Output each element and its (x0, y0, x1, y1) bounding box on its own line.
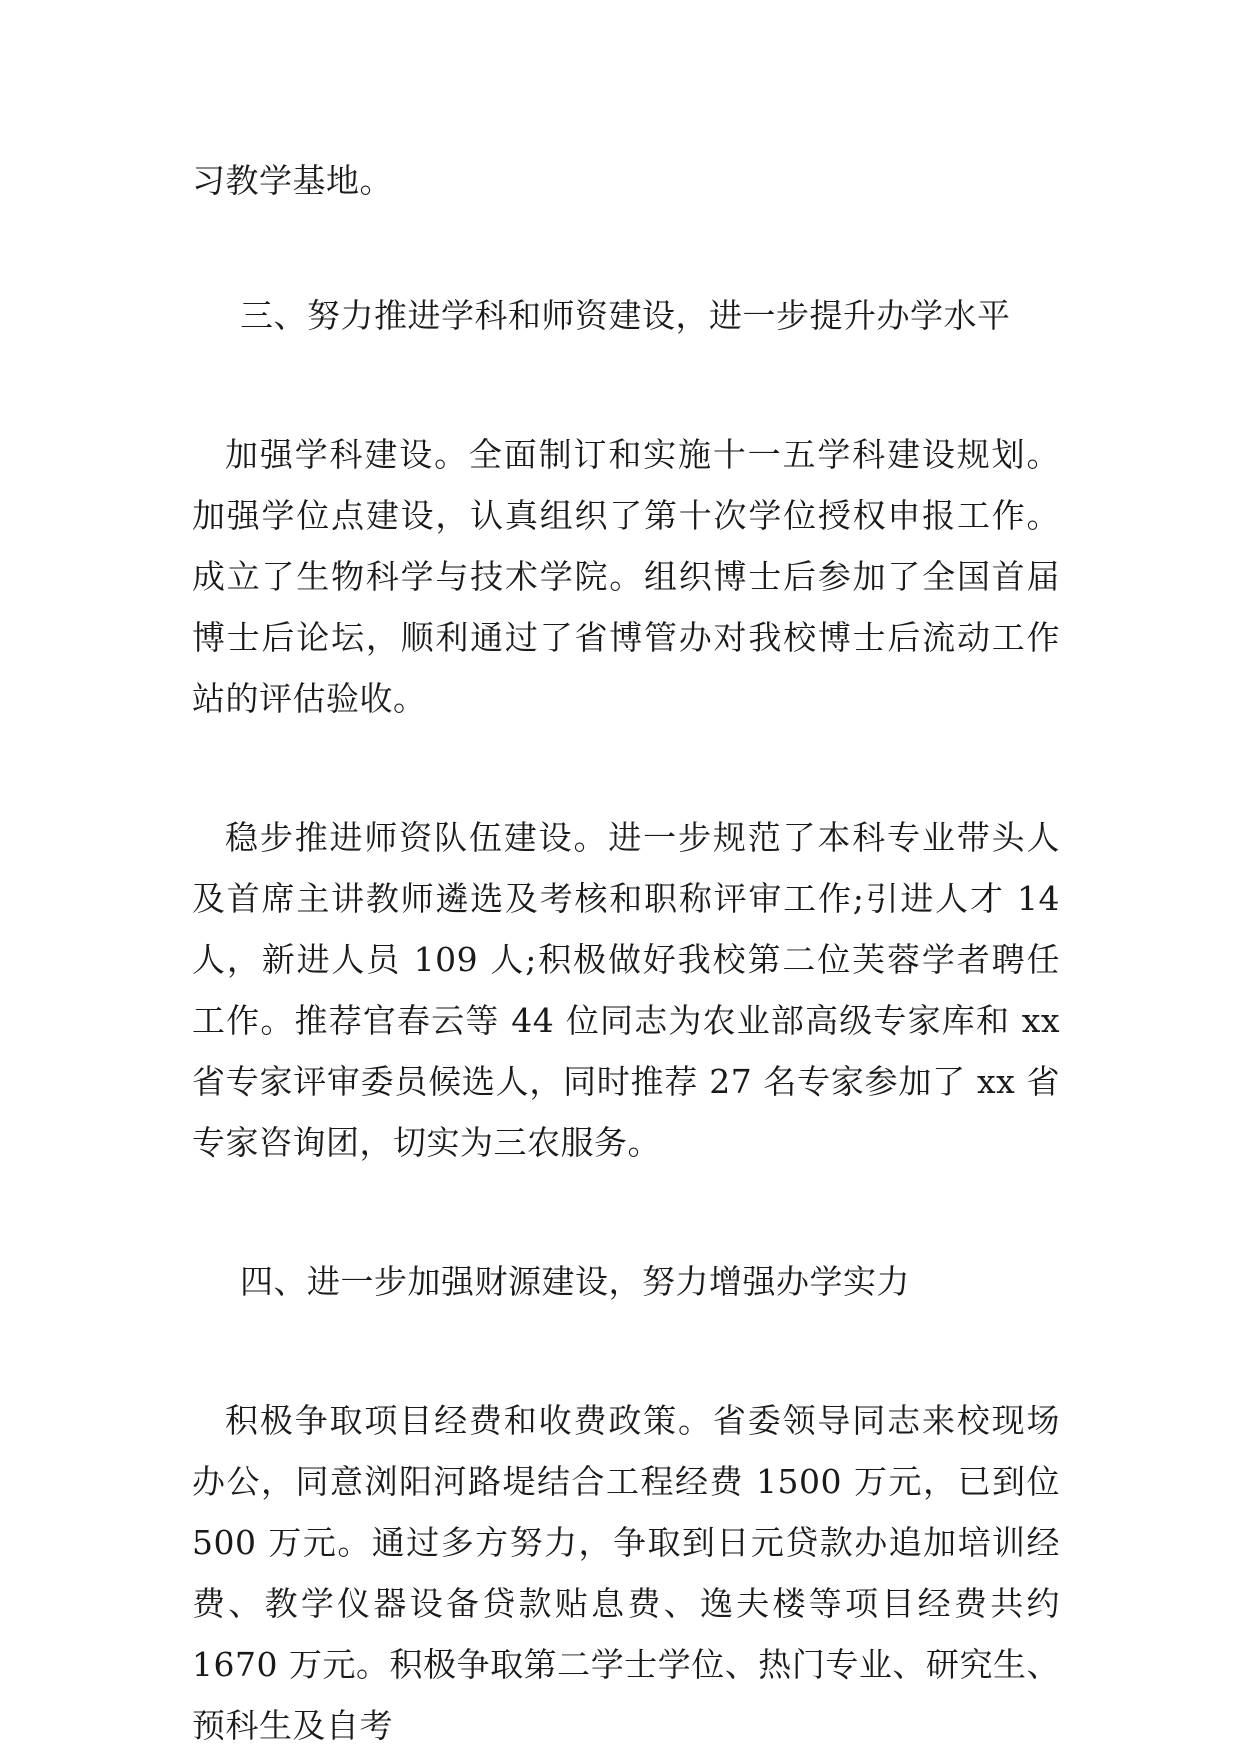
paragraph-discipline: 加强学科建设。全面制订和实施十一五学科建设规划。加强学位点建设，认真组织了第十次学位授权申报工作。成立了生物科学与技术学院。组织博士后参加了全国首届博士后论坛，顺利通过了省博管办对我校博士后流动工作站的评估验收。 (192, 435, 1060, 718)
spacer (192, 346, 1060, 424)
section-heading-3: 三、努力推进学科和师资建设，进一步提升办学水平 (240, 296, 1011, 335)
paragraph-funding: 积极争取项目经费和收费政策。省委领导同志来校现场办公，同意浏阳河路堤结合工程经费 1500 万元，已到位 500 万元。通过多方努力，争取到日元贷款办追加培训经费、教学仪器设备贷款贴息费、逸夫楼等项目经费共约 1670 万元。积极争取第二学士学位、热门专业、研究生、预科生及自考 (192, 1401, 1060, 1745)
document-page (192, 150, 1060, 1756)
section-heading-4: 四、进一步加强财源建设，努力增强办学实力 (240, 1262, 910, 1301)
paragraph-continued: 习教学基地。 (192, 161, 393, 200)
spacer (192, 1173, 1060, 1251)
spacer (192, 1312, 1060, 1390)
paragraph-faculty: 稳步推进师资队伍建设。进一步规范了本科专业带头人及首席主讲教师遴选及考核和职称评审工作;引进人才 14 人，新进人员 109 人;积极做好我校第二位芙蓉学者聘任工作。推荐官春云等 44 位同志为农业部高级专家库和 xx 省专家评审委员候选人，同时推荐 27 名专家参加了 xx 省专家咨询团，切实为三农服务。 (192, 818, 1060, 1162)
spacer (192, 211, 1060, 285)
spacer (192, 729, 1060, 807)
